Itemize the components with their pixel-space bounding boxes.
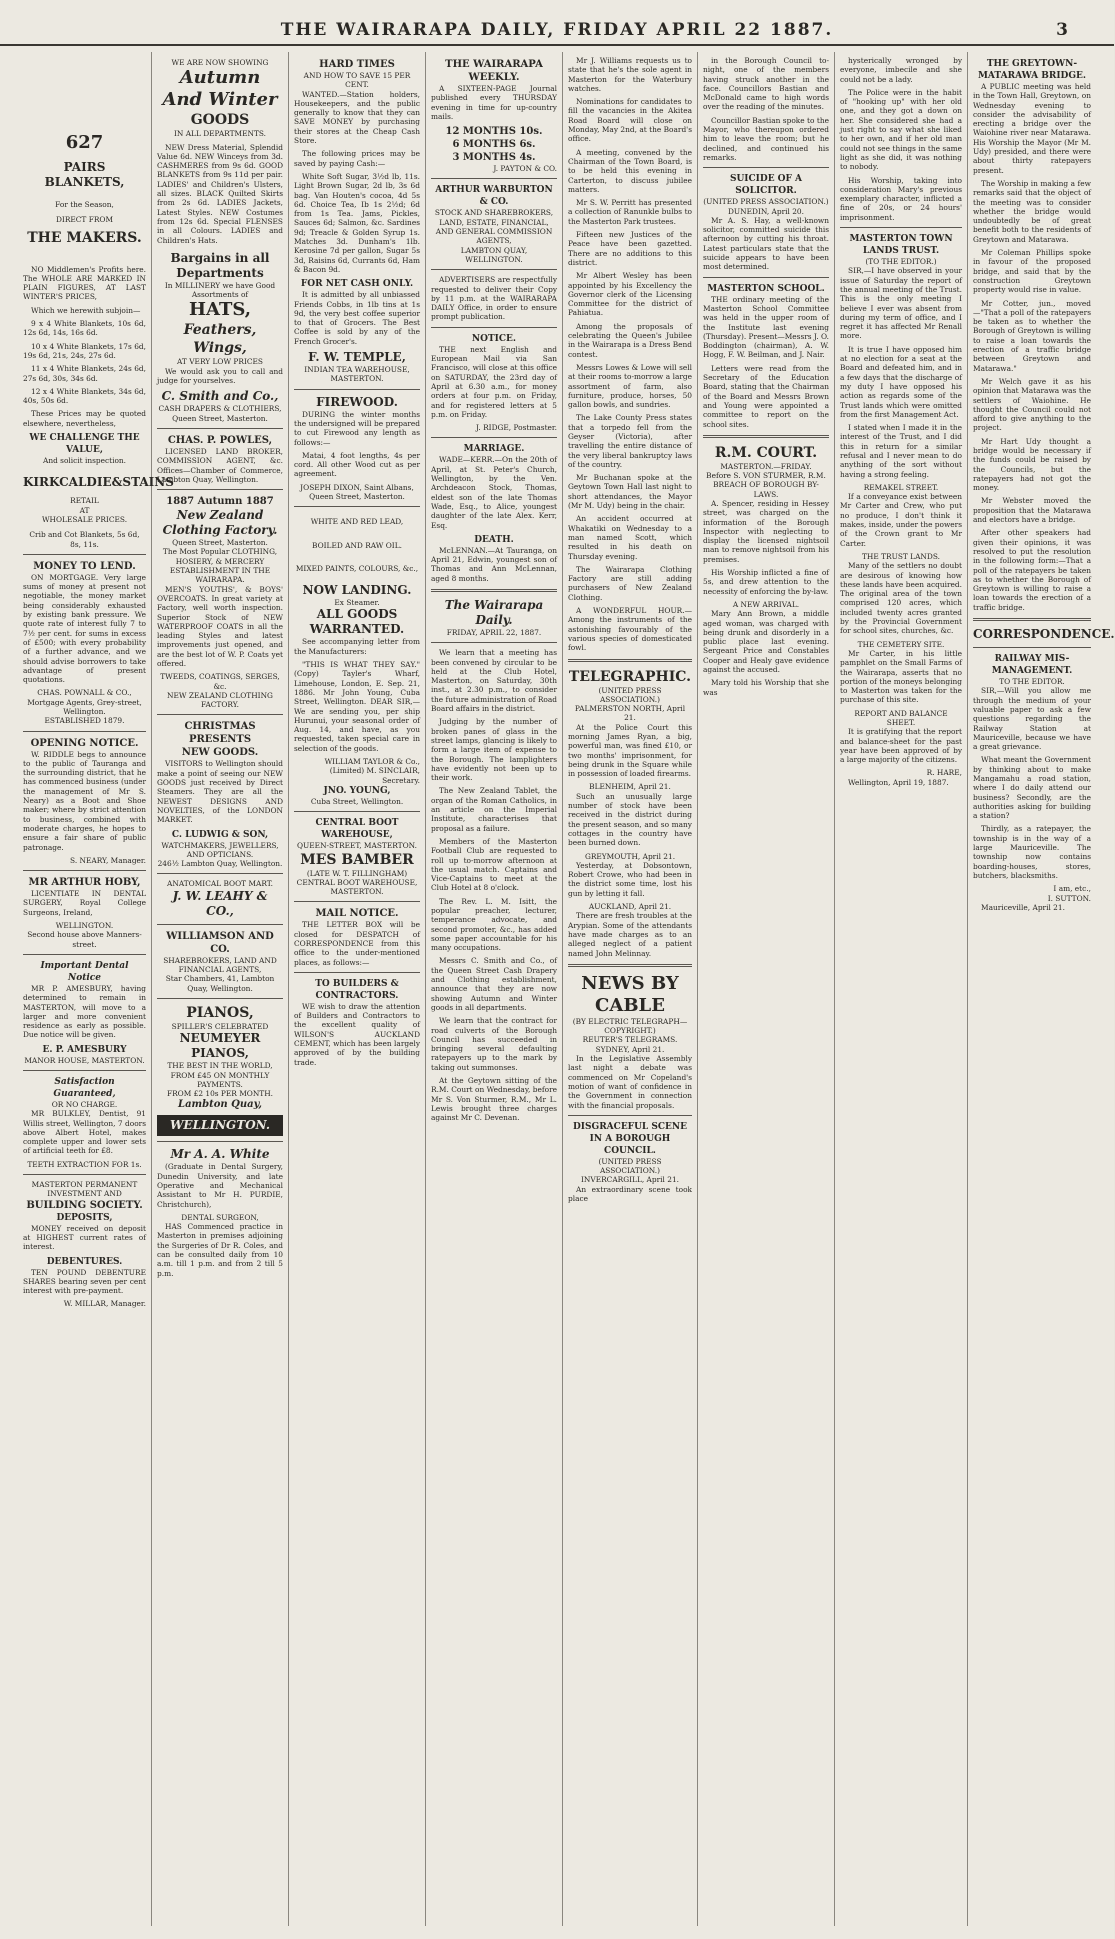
deposits-body: MONEY received on deposit at HIGHEST current rates of interest. — [23, 1223, 146, 1252]
school-body-2: Letters were read from the Secretary of the Education Board, stating that the Chairman of the Board and Messrs Brown and Young were appointed a committee to report on the school sites. — [703, 363, 829, 429]
palmerston-body: At the Police Court this morning James Ryan, a big, powerful man, was fined £10, or two months' imprisonment, for being drunk in the Square while in possession of loaded firearms. — [568, 722, 692, 779]
death-body: McLENNAN.—At Tauranga, on April 21, Edwin, youngest son of Thomas and Ann McLennan, aged 8 months. — [431, 545, 557, 583]
local-news-6: Messrs C. Smith and Co., of the Queen Street Cash Drapery and Clothing establishment, announce that they are now showing Autumn and Winter goods in all departments. — [431, 956, 557, 1012]
weekly-3m: 3 MONTHS 4s. — [452, 152, 536, 164]
railway-sign: I am, etc., — [1053, 884, 1091, 894]
trust-body-3: I stated when I made it in the interest of the Trust, and I did this in return for a similar refusal and I never mean to do anything of the sort without having a strong feeling. — [840, 423, 962, 479]
daily-title: The Wairarapa Daily. — [444, 597, 544, 627]
reserve-body: If a conveyance exist between Mr Carter and Crew, who put no produce, I don't think it makes, inside, under the powers of the Crown grant to Mr Carter. — [840, 492, 963, 548]
ludwig-heading: C. LUDWIG & SON, — [171, 829, 269, 840]
nz-clothing: New Zealand — [176, 508, 264, 523]
dateline-greymouth: GREYMOUTH, April 21. — [584, 851, 676, 861]
trust-sign-place: Wellington, April 19, 1887. — [848, 777, 949, 787]
divider — [431, 327, 557, 328]
indian-tea: INDIAN TEA WAREHOUSE, — [304, 365, 410, 375]
temple-heading: F. W. TEMPLE, — [308, 350, 406, 365]
news-item-10: Mr Buchanan spoke at the Geytown Town Hall last night to short attendances, the Mayor (Mr M. Udy) being in the chair. — [568, 473, 692, 511]
wanted-body: WANTED.—Station holders, Housekeepers, and the public generally to know that they can SAVE MONEY by purchasing their stores at the Cheap Cash Store. — [294, 89, 420, 146]
council-body-1: in the Borough Council to-night, one of the members having struck another in the face. Councillors Bastian and McDonald came to high words over the reading of the minutes. — [703, 56, 829, 112]
cuba-street: Cuba Street, Wellington. — [310, 796, 404, 806]
dental-surgeon: DENTAL SURGEON, — [181, 1212, 259, 1222]
local-news-1: We learn that a meeting has been convened by circular to be held at the Club Hotel, Masterton, on Saturday, 30th inst., at 2.30 p.m., to consider the future administration of Road Board affairs in the district. — [431, 648, 557, 714]
blankets-quoted: These Prices may be quoted elsewhere, nevertheless, — [23, 409, 146, 428]
powles-heading: CHAS. P. POWLES, — [167, 434, 273, 446]
trust-sign: R. HARE, — [926, 768, 962, 778]
sydney-body: In the Legislative Assembly last night a debate was commenced on Mr Copeland's motion of want of confidence in the Government in connection with the financial proposals. — [568, 1054, 692, 1110]
blanket-price-2: 10 x 4 White Blankets, 17s 6d, 19s 6d, 21s, 24s, 27s 6d. — [23, 341, 146, 360]
arrival-body: Mary Ann Brown, a middle aged woman, was charged with being drunk and disorderly in a public place last evening. Sergeant Price and Constables Cooper and Healy gave evidence against the accused. — [703, 609, 829, 675]
greymouth-body: Yesterday, at Dobsontown, Robert Crowe, who had been in the district some time, lost his gun by letting it fall. — [568, 860, 692, 898]
blanket-price-4: 12 x 4 White Blankets, 34s 6d, 40s, 50s 6d. — [23, 386, 146, 406]
divider — [157, 873, 283, 874]
railway-sign-name: I. SUTTON. — [1047, 893, 1091, 903]
divider — [840, 227, 962, 228]
column-3 — [289, 52, 426, 1926]
piano-from-price: FROM £45 ON MONTHLY PAYMENTS. — [170, 1070, 270, 1089]
rm-body: A. Spencer, residing in Hessey street, was charged on the information of the Borough Inspector with neglecting to display the licensed nightsoil man to remove nightsoil from his premises. — [703, 498, 829, 564]
divider — [157, 714, 283, 715]
bridge-body-1: A PUBLIC meeting was held in the Town Hall, Greytown, on Wednesday evening to consider the advisability of erecting a bridge over the Waiohine river near Matarawa. His Worship the Mayor (Mr M. Udy) presided, and there were about thirty ratepayers present. — [973, 82, 1091, 175]
divider — [23, 1070, 146, 1071]
builders-body: WE wish to draw the attention of Builders and Contractors to the excellent quality of WILSON'S AUCKLAND CEMENT, which has been largely approved of by the building trade. — [294, 1001, 420, 1067]
local-news-7: We learn that the contract for road culverts of the Borough Council has succeeded in bringing several defaulting ratepayers up to the mark by taking out summonses. — [431, 1016, 557, 1072]
mail-notice: MAIL NOTICE. — [315, 908, 399, 920]
firewood-price: Matai, 4 foot lengths, 4s per cord. All other Wood cut as per agreement. — [294, 450, 420, 479]
feathers-heading: Feathers, — [183, 322, 257, 339]
divider — [294, 389, 420, 390]
notice-body: THE next English and European Mail via San Francisco, will close at this office on SATURDAY, the 23rd day of April at 6.30 a.m., for money orders at four p.m. on Friday, and for registered letters at 5 p.m. on Friday. — [431, 344, 557, 419]
bamber-heading: MES BAMBER — [300, 851, 414, 868]
dateline-dunedin: DUNEDIN, April 20. — [728, 206, 804, 216]
autumn-1887: 1887 Autumn 1887 — [166, 496, 274, 508]
cable-sub: (BY ELECTRIC TELEGRAPH—COPYRIGHT.) — [572, 1016, 688, 1036]
divider — [703, 167, 829, 168]
balance-body: It is gratifying that the report and balance-sheet for the past year have been approved of by a large majority of the citizens. — [840, 727, 962, 765]
central-boot: CENTRAL BOOT WAREHOUSE, — [315, 818, 399, 841]
the-makers-heading: THE MAKERS. — [27, 229, 142, 246]
divider — [294, 901, 420, 902]
page-number: 3 — [1056, 20, 1068, 40]
divider — [431, 589, 557, 592]
all-goods-warranted: ALL GOODS WARRANTED. — [309, 607, 405, 637]
dateline-invercargill: INVERCARGILL, April 21. — [580, 1175, 679, 1185]
divider — [294, 506, 420, 507]
debentures-heading: DEBENTURES. — [46, 1256, 123, 1267]
nz-body: MEN'S YOUTHS', & BOYS' OVERCOATS. In great variety at Factory, well worth inspection. Superior Stock of NEW WATERPROOF COATS in all the leading Styles and latest improvements just opened, and are the best lot of W. P. Coats yet offered. — [157, 584, 283, 668]
white-red-lead: WHITE AND RED LEAD, — [310, 517, 404, 527]
mps-heading: MASTERTON PERMANENT INVESTMENT AND — [31, 1180, 138, 1199]
divider — [431, 269, 557, 270]
news-item-12: The Wairarapa Clothing Factory are still adding purchasers of New Zealand Clothing. — [568, 564, 692, 602]
wellington-banner: WELLINGTON. — [157, 1115, 283, 1136]
rm-body-2: His Worship inflicted a fine of 5s, and drew attention to the necessity of enforcing the by-law. — [703, 568, 829, 596]
news-item-1: Mr J. Williams requests us to state that he's the sole agent in Masterton for the Waterbury watches. — [568, 56, 692, 93]
telegraphic-assoc: (UNITED PRESS ASSOCIATION.) — [598, 685, 662, 704]
retail: RETAIL — [70, 496, 99, 506]
powles-body: LICENSED LAND BROKER, COMMISSION AGENT, &c. Offices—Chamber of Commerce, Lambton Quay, Wellington. — [157, 446, 283, 484]
warburton-heading: ARTHUR WARBURTON & CO. — [435, 185, 553, 208]
bridge-body-7: Mr Webster moved the proposition that the Matarawa and electors have a bridge. — [973, 496, 1091, 525]
divider — [23, 554, 146, 555]
white-body: (Graduate in Dental Surgery, Dunedin University, and late Operative and Mechanical Assistant to Mr H. PURDIE, Christchurch), — [157, 1162, 283, 1209]
lands-heading: THE TRUST LANDS. — [862, 551, 940, 561]
divider — [157, 998, 283, 999]
and-winter-heading: And Winter — [162, 89, 278, 111]
boiled-oil: BOILED AND RAW OIL. — [312, 540, 402, 550]
net-cash: FOR NET CASH ONLY. — [300, 279, 414, 290]
no-charge: OR NO CHARGE. — [51, 1100, 118, 1109]
column-2 — [152, 52, 289, 1926]
anatomical-boot-mart: ANATOMICAL BOOT MART. — [167, 879, 273, 889]
money-to-lend-sign: CHAS. POWNALL & CO., Mortgage Agents, Grey-street, Wellington. — [27, 688, 142, 716]
direct-from: DIRECT FROM — [55, 215, 114, 225]
dental-address: MANOR HOUSE, MASTERTON. — [24, 1055, 145, 1065]
court-cont-2: The Police were in the habit of "hooking up" with her old one, and they got a down on her. She considered she had a just right to say what she liked to her own, and if her old man could not see things in the same light as she did, it was nothing to nobody. — [840, 87, 962, 172]
blenheim-body: Such an unusually large number of stock have been received in the district during the present season, and so many cottages in the country have been burned down. — [568, 791, 692, 848]
court-cont-1: hysterically wronged by everyone, imbecile and she could not be a lady. — [840, 56, 962, 84]
cemetery-body: Mr Carter, in his little pamphlet on the Small Farms of the Wairarapa, asserts that no portion of the moneys belonging to Masterton was taken for the purchase of this site. — [840, 648, 962, 705]
news-item-6: Mr Albert Wesley has been appointed by his Excellency the Governor clerk of the Licensing Committee for the district of Pahiatua. — [568, 271, 692, 318]
ex-steamer: Ex Steamer. — [334, 598, 380, 608]
low-prices: AT VERY LOW PRICES — [177, 357, 263, 367]
leahy-heading: J. W. LEAHY & CO., — [172, 888, 268, 918]
white-note: HAS Commenced practice in Masterton in premises adjoining the Surgeries of Dr R. Coles, and can be consulted daily from 10 a.m. till 1 p.m. and from 2 till 5 p.m. — [157, 1222, 283, 1278]
trust-body-2: It is true I have opposed him at no election for a seat at the Board and defeated him, and in a few days that the discharge of my duty I have opposed his action as regards some of the Trust lands which were omitted from the first Management Act. — [840, 344, 962, 419]
goods-heading: GOODS — [190, 112, 250, 129]
see-letter: See accompanying letter from the Manufacturers: — [294, 637, 420, 656]
opening-notice-sign: S. NEARY, Manager. — [70, 855, 146, 865]
bridge-body-8: After other speakers had given their opinions, it was resolved to put the resolution in the following form:—That a poll of the ratepayers be taken as to whether the Borough of Greytown is willing to raise a loan towards the erection of a traffic bridge. — [973, 528, 1091, 612]
local-news-8: At the Geytown sitting of the R.M. Court on Wednesday, before Mr S. Von Sturmer, R.M., Mr L. Lewis brought three charges against Mr C. Devenan. — [431, 1076, 557, 1123]
visitors-body: VISITORS to Wellington should make a point of seeing our NEW GOODS just received by Direct Steamers. They are all the NEWEST DESIGNS AND NOVELTIES, of the LONDON MARKET. — [157, 759, 283, 825]
divider — [973, 647, 1091, 648]
opening-notice-heading: OPENING NOTICE. — [30, 737, 139, 749]
divider — [568, 1115, 692, 1116]
smith-heading: C. Smith and Co., — [161, 389, 279, 404]
wings-heading: Wings, — [193, 340, 247, 357]
auckland-body: There are fresh troubles at the Arypian. Some of the attendants have made charges as to an alleged neglect of a patient named John Melinnay. — [568, 911, 692, 958]
daily-date: FRIDAY, APRIL 22, 1887. — [446, 627, 542, 637]
reuters: REUTER'S TELEGRAMS. — [582, 1035, 678, 1045]
marriage-body: WADE—KERR.—On the 20th of April, at St. Peter's Church, Wellington, by the Ven. Archdeacon Stock, Thomas, eldest son of the late Thomas Wade, Esq., to Alice, youngest daughter of the late Alex. Kerr, Esq. — [431, 455, 557, 530]
divider — [294, 811, 420, 812]
smith-address: Queen Street, Masterton. — [172, 413, 268, 423]
lambton-quay: Lambton Quay, — [178, 1099, 262, 1111]
ad-number: 627 — [65, 132, 104, 153]
pairs-blankets-heading: PAIRS BLANKETS, — [44, 160, 125, 189]
teeth-extraction: TEETH EXTRACTION FOR 1s. — [27, 1159, 142, 1169]
column-7 — [835, 52, 968, 1926]
school-body: THE ordinary meeting of the Masterton School Committee was held in the upper room of the Institute last evening (Thursday). Present—Messrs J. O. Boddington (chairman), A. W. Hogg, F. W. Beilman, and J. Nair. — [703, 294, 829, 360]
firewood-body: DURING the winter months the undersigned will be prepared to cut Firewood any length as follows:— — [294, 409, 420, 447]
dateline-auckland: AUCKLAND, April 21. — [588, 902, 672, 912]
news-item-8: Messrs Lowes & Lowe will sell at their rooms to-morrow a large assortment of farm, also furniture, produce, horses, 50 gallon bowls, and sundries. — [568, 362, 692, 410]
column-5 — [563, 52, 698, 1926]
column-6 — [698, 52, 835, 1926]
temple-masterton: MASTERTON. — [330, 374, 384, 384]
news-item-3: A meeting, convened by the Chairman of the Town Board, is to be held this evening in Carterton, to discuss jubilee matters. — [568, 147, 692, 194]
columns — [18, 52, 1115, 1926]
opening-notice-body: W. RIDDLE begs to announce to the public of Tauranga and the surrounding district, that he has commenced business (under the management of Mr S. Neary) as a Boot and Shoe maker; where by strict attention to business, combined with moderate charges, he hopes to ensure a fair share of public patronage. — [23, 749, 146, 852]
news-item-9: The Lake County Press states that a torpedo fell from the Geyser (Victoria), after travelling the entire distance of the very liberal bankruptcy laws of the country. — [568, 413, 692, 469]
news-item-11: An accident occurred at Whakatiki on Wednesday to a man named Scott, which resulted in his death on Thursday evening. — [568, 514, 692, 561]
bridge-body-6: Mr Hart Udy thought a bridge would be necessary if the funds could be raised by the Councils, but the ratepayers had not got the money. — [973, 436, 1091, 493]
news-item-5: Fifteen new Justices of the Peace have been gazetted. There are no additions to this district. — [568, 230, 692, 267]
newspaper-title: THE WAIRARAPA DAILY, FRIDAY APRIL 22 1887. — [280, 20, 834, 40]
kirkcaldie-stains: KIRKCALDIE&STAINS — [23, 475, 174, 490]
ask-yourselves: We would ask you to call and judge for yourselves. — [157, 366, 283, 386]
hoby-floor: Second house above Manners-street. — [27, 930, 142, 949]
balance-heading: REPORT AND BALANCE SHEET. — [854, 708, 948, 727]
pianos-heading: PIANOS, — [186, 1004, 254, 1021]
telegraphic-heading: TELEGRAPHIC. — [568, 668, 692, 685]
crib-blankets: Crib and Cot Blankets, 5s 6d, 8s, 11s. — [29, 530, 140, 549]
local-news-5: The Rev. L. M. Isitt, the popular preacher, lecturer, temperance advocate, and second promoter, &c., has added some paper accountable for his many occupations. — [431, 896, 557, 953]
divider — [431, 437, 557, 438]
local-news-2: Judging by the number of broken panes of glass in the street lamps, glancing is likely to form a large item of expense to the Borough. The lamplighters have evidently not been up to their work. — [431, 717, 557, 783]
dental-notice-heading: Important Dental Notice — [40, 960, 129, 983]
divider — [431, 178, 557, 179]
council-body-2: Councillor Bastian spoke to the Mayor, who thereupon ordered him to leave the room; but he declined, and continued his remarks. — [703, 115, 829, 162]
railway-body-1: SIR,—Will you allow me through the medium of your valuable paper to ask a few questions regarding the Railway Station at Mauriceville, because we have a great grievance. — [973, 686, 1091, 752]
white-heading: Mr A. A. White — [170, 1147, 270, 1162]
williamson-heading: WILLIAMSON AND CO. — [166, 930, 274, 955]
bridge-body-4: Mr Cotter, jun., moved—"That a poll of the ratepayers be taken as to whether the Borough of Greytown is willing to raise a loan towards the erection of a traffic bridge between Greytown and Matarawa." — [973, 298, 1091, 373]
debentures-body: TEN POUND DEBENTURE SHARES bearing seven per cent interest with pre-payment. — [23, 1267, 146, 1296]
bulkley-body: MR BULKLEY, Dentist, 91 Willis street, Wellington, 7 doors above Albert Hotel, makes complete upper and lower sets of artificial teeth for £8. — [23, 1109, 146, 1156]
divider — [568, 659, 692, 662]
divider — [294, 972, 420, 973]
solicit-inspection: And solicit inspection. — [42, 456, 127, 466]
tweeds: TWEEDS, COATINGS, SERGES, &c. — [160, 672, 280, 691]
railway-editor: TO THE EDITOR. — [999, 677, 1065, 687]
dateline-palmerston: PALMERSTON NORTH, April 21. — [574, 704, 686, 723]
court-cont-3: His Worship, taking into consideration Mary's previous exemplary character, inflicted a fine of 20s, or 24 hours' imprisonment. — [840, 175, 962, 222]
marriage-heading: MARRIAGE. — [463, 444, 525, 455]
blanket-price-1: 9 x 4 White Blankets, 10s 6d, 12s 6d, 14s, 16s 6d. — [23, 319, 146, 338]
column-1 — [18, 52, 174, 1926]
money-to-lend-heading: MONEY TO LEND. — [33, 560, 136, 572]
now-showing: WE ARE NOW SHOWING — [171, 58, 269, 67]
cemetery-heading: THE CEMETERY SITE. — [857, 639, 945, 649]
all-departments: IN ALL DEPARTMENTS. — [173, 129, 267, 139]
invercargill-body: An extraordinary scene took place — [568, 1184, 692, 1203]
notice-heading: NOTICE. — [471, 333, 517, 344]
arrival-body-2: Mary told his Worship that she was — [703, 678, 829, 697]
weekly-6m: 6 MONTHS 6s. — [452, 139, 536, 151]
bridge-body-3: Mr Coleman Phillips spoke in favour of the proposed bridge, and said that by the construction Greytown property would rise in value. — [973, 248, 1091, 295]
dental-name: E. P. AMESBURY — [42, 1044, 127, 1055]
warburton-address: LAMBTON QUAY, WELLINGTON. — [460, 245, 528, 264]
divider — [703, 277, 829, 278]
wholesale-prices: WHOLESALE PRICES. — [41, 514, 128, 524]
new-goods: NEW GOODS. — [181, 747, 259, 759]
suicide-assoc: (UNITED PRESS ASSOCIATION.) — [703, 197, 829, 207]
news-item-4: Mr S. W. Perritt has presented a collection of Ranunkle bulbs to the Masterton Park trustees. — [568, 198, 692, 226]
column-4 — [426, 52, 563, 1926]
autumn-heading: Autumn — [179, 67, 261, 89]
weekly-subtitle: A SIXTEEN-PAGE Journal published every THURSDAY evening in time for up-country mails. — [431, 84, 557, 121]
railway-body-2: What meant the Government by thinking about to make Mangamahu a road station, where I do daily attend our business? Secondly, are the authorities asking for building a station? — [973, 755, 1091, 821]
divider — [703, 435, 829, 438]
bamber-sub: (LATE W. T. FILLINGHAM) CENTRAL BOOT WAREHOUSE, MASTERTON. — [296, 868, 418, 897]
hoby-address: WELLINGTON. — [55, 921, 114, 931]
divider — [23, 870, 146, 871]
trust-body-1: SIR,—I have observed in your issue of Saturday the report of the annual meeting of the Trust. This is the only meeting I believe I ever was absent from during my term of office, and I regret it has affected Mr Renall more. — [840, 266, 962, 341]
blanket-price-3: 11 x 4 White Blankets, 24s 6d, 27s 6d, 30s, 34s 6d. — [23, 364, 146, 383]
deposits-heading: DEPOSITS, — [56, 1212, 113, 1223]
divider — [23, 1174, 146, 1175]
satisfaction-heading: Satisfaction Guaranteed, — [53, 1077, 116, 1099]
williamson-address: Star Chambers, 41, Lambton Quay, Wellington. — [165, 974, 275, 993]
save-percent: AND HOW TO SAVE 15 PER CENT. — [303, 71, 411, 90]
nz-popular: The Most Popular CLOTHING, HOSIERY, & MERCERY ESTABLISHMENT IN THE WAIRARAPA. — [162, 547, 278, 585]
clothing-factory: Clothing Factory. — [162, 523, 278, 538]
warburton-sub: STOCK AND SHAREBROKERS, LAND, ESTATE, FINANCIAL, AND GENERAL COMMISSION AGENTS, — [434, 208, 554, 246]
at: AT — [79, 505, 90, 515]
divider — [23, 731, 146, 732]
debentures-sign: W. MILLAR, Manager. — [63, 1299, 146, 1309]
town-lands-heading: MASTERTON TOWN LANDS TRUST. — [849, 234, 953, 257]
divider — [431, 642, 557, 643]
divider — [157, 428, 283, 429]
blankets-intro: NO Middlemen's Profits here. The WHOLE ARE MARKED IN PLAIN FIGURES, AT LAST WINTER'S PRICES, — [23, 264, 146, 302]
cash-drapers: CASH DRAPERS & CLOTHIERS, — [158, 404, 282, 414]
news-by-cable: NEWS BY CABLE — [581, 972, 679, 1016]
news-item-7: Among the proposals of celebrating the Queen's Jubilee in the Wairarapa is a Dress Bend contest. — [568, 321, 692, 359]
weekly-sign: J. PAYTON & CO. — [493, 164, 557, 174]
column-8 — [968, 52, 1115, 1926]
railway-sign-place: Mauriceville, April 21. — [981, 902, 1065, 912]
local-news-3: The New Zealand Tablet, the organ of the Roman Catholics, in an article on the Imperial Institute, characterises that proposal as a failure. — [431, 786, 557, 833]
bridge-body-5: Mr Welch gave it as his opinion that Matarawa was the settlers of Waiohine. He thought the Council could not afford to give anything to the project. — [973, 376, 1091, 433]
money-to-lend-body: ON MORTGAGE. Very large sums of money at present not negotiable, the money market being considerably exhausted by existing bank pressure. We quote rate of interest fully 7 to 7½ per cent. for sums in excess of £500; with every probability of a further advance, and we should advise borrowers to take advantage of present quotations. — [23, 572, 146, 685]
blankets-subjoin: Which we herewith subjoin— — [31, 305, 141, 315]
railway-heading: RAILWAY MIS-MANAGEMENT. — [991, 654, 1073, 677]
railway-body-3: Thirdly, as a ratepayer, the township is in the way of a large Mauriceville. The township now contains boarding-houses, stores, butchers, blacksmiths. — [973, 824, 1091, 880]
lands-body: Many of the settlers no doubt are desirous of knowing how these lands have been acquired. The original area of the town comprised 120 acres, which included twenty acres granted by the Provincial Government for school sites, churches, &c. — [840, 561, 962, 636]
spiller: SPILLER'S CELEBRATED — [171, 1021, 269, 1031]
neumeyer-heading: NEUMEYER PIANOS, — [179, 1031, 261, 1061]
established: ESTABLISHED 1879. — [44, 716, 125, 726]
building-society: BUILDING SOCIETY. — [26, 1199, 143, 1211]
divider — [157, 924, 283, 925]
mixed-paints: MIXED PAINTS, COLOURS, &c., — [295, 563, 419, 573]
ludwig-address: 246½ Lambton Quay, Wellington. — [157, 859, 283, 869]
williamson-trade: SHAREBROKERS, LAND AND FINANCIAL AGENTS, — [163, 955, 277, 975]
rm-place: MASTERTON.—FRIDAY. — [720, 461, 812, 471]
firewood-heading: FIREWOOD. — [316, 394, 398, 409]
dateline-sydney: SYDNEY, April 21. — [595, 1044, 665, 1054]
challenge-value: WE CHALLENGE THE VALUE, — [29, 433, 140, 456]
spiller-best: THE BEST IN THE WORLD, — [167, 1061, 273, 1071]
coffee-note: It is admitted by all unbiassed Friends Cobbs, in 1lb tins at 1s 9d, the very best coffee superior to that of Grocers. The Best Coffee is sold by any of the French Grocer's. — [294, 290, 420, 346]
hats-heading: HATS, — [188, 299, 251, 321]
suicide-body: Mr A. S. Hay, a well-known solicitor, committed suicide this afternoon by cutting his throat. Latest particulars state that the suicide appears to have been most determined. — [703, 215, 829, 272]
ludwig-trade: WATCHMAKERS, JEWELLERS, AND OPTICIANS. — [161, 840, 279, 859]
nz-address: Queen Street, Masterton. — [172, 538, 268, 548]
builders-heading: TO BUILDERS & CONTRACTORS. — [315, 978, 399, 1001]
dateline-blenheim: BLENHEIM, April 21. — [589, 782, 671, 792]
divider — [157, 1141, 283, 1142]
millinery: In MILLINERY we have Good Assortments of — [164, 280, 276, 300]
queen-street: QUEEN-STREET, MASTERTON. — [297, 841, 417, 851]
death-heading: DEATH. — [474, 534, 514, 545]
notice-sign: J. RIDGE, Postmaster. — [476, 423, 557, 433]
to-the-editor: (TO THE EDITOR.) — [865, 257, 937, 267]
bridge-heading: THE GREYTOWN-MATARAWA BRIDGE. — [977, 59, 1087, 81]
mail-body: THE LETTER BOX will be closed for DESPATCH of CORRESPONDENCE from this office to the under-mentioned places, as follows:— — [294, 920, 420, 967]
news-item-2: Nominations for candidates to fill the vacancies in the Akitea Road Board will close on Monday, May 2nd, at the Board's office. — [568, 97, 692, 144]
divider — [157, 489, 283, 490]
nz-clothing-factory: NEW ZEALAND CLOTHING FACTORY. — [167, 690, 273, 710]
weekly-12m: 12 MONTHS 10s. — [445, 126, 543, 138]
letter-sign: WILLIAM TAYLOR & Co., (Limited) M. SINCLAIR, Secretary. — [324, 757, 420, 785]
prices-body: White Soft Sugar, 3½d lb, 11s. Light Brown Sugar, 2d lb, 3s 6d bag. Van Houten's cocoa, 4d 5s 6d. Choice Tea, Ib 1s 2½d; 6d from 1s Tea. Jams, Pickles, Sauces 6d; Salmon, &c. Sardines 9d; Treacle & Golden Syrup 1s. Matches 3d. Dunham's 1lb. Kerosine 7d per gallon, Sugar 5s 3d, Raisins 6d, Currants 6d, Ham & Bacon 9d. — [294, 171, 420, 274]
goods-list: NEW Dress Material, Splendid Value 6d. NEW Winceys from 3d. CASHMERES from 9s 6d. GOOD BLANKETS from 9s 11d per pair. LADIES' and Children's Ulsters, all sizes. BLACK Quilted Skirts from 2s 6d. LADIES Jackets, Latest Styles. NEW Costumes from 12s 6d. Special FLENSES in all Colours. LADIES and Children's Hats. — [157, 142, 283, 245]
rm-breach: BREACH OF BOROUGH BY-LAWS. — [713, 480, 819, 499]
correspondence-heading: CORRESPONDENCE. — [973, 627, 1115, 642]
prices-head: The following prices may be saved by paying Cash:— — [294, 149, 420, 168]
weekly-title: THE WAIRARAPA WEEKLY. — [445, 59, 543, 83]
rm-court-heading: R.M. COURT. — [714, 444, 818, 461]
manufacturer-letter: "THIS IS WHAT THEY SAY." (Copy) Tayler's Wharf, Limehouse, London, E. Sep. 21, 1886. Mr John Young, Cuba Street, Wellington. DEAR SIR,—We are sending you, per ship Hurunui, your seasonal order of Aug. 14, and have, as you requested, taken special care in selection of the goods. — [294, 660, 420, 753]
firewood-sign: JOSEPH DIXON, Saint Albans, Queen Street, Masterton. — [300, 482, 414, 501]
dental-notice-body: MR P. AMESBURY, having determined to remain in MASTERTON, will move to a larger and more convenient residence as early as possible. Due notice will be given. — [23, 983, 146, 1040]
piano-from-pay: FROM £2 10s PER MONTH. — [166, 1089, 274, 1099]
disgraceful-heading: DISGRACEFUL SCENE IN A BOROUGH COUNCIL. — [573, 1121, 687, 1156]
news-item-13: A WONDERFUL HOUR.—Among the instruments of the astonishing favourably of the various species of domesticated fowl. — [568, 606, 692, 653]
young-heading: JNO. YOUNG, — [323, 785, 391, 796]
now-landing: NOW LANDING. — [302, 583, 412, 598]
advertisers-notice: ADVERTISERS are respectfully requested to deliver their Copy by 11 p.m. at the WAIRARAPA DAILY Office, in order to ensure prompt publication. — [431, 275, 557, 322]
divider — [23, 954, 146, 955]
hoby-heading: MR ARTHUR HOBY, — [28, 877, 141, 889]
bargains-heading: Bargains in all Departments — [170, 250, 270, 280]
school-heading: MASTERTON SCHOOL. — [707, 283, 825, 294]
reserve-heading: REMAKEL STREET. — [863, 482, 939, 492]
divider — [973, 618, 1091, 621]
suicide-heading: SUICIDE OF A SOLICITOR. — [729, 174, 803, 197]
bridge-body-2: The Worship in making a few remarks said that the object of the meeting was to consider whether the bridge would undoubtedly be of great benefit both to the residents of Greytown and Matarawa. — [973, 178, 1091, 244]
hoby-body: LICENTIATE IN DENTAL SURGERY, Royal College Surgeons, Ireland, — [23, 889, 146, 917]
for-season: For the Season, — [55, 200, 114, 209]
disgraceful-assoc: (UNITED PRESS ASSOCIATION.) — [598, 1156, 662, 1176]
rm-before: Before S. VON STURMER, R.M. — [706, 471, 826, 481]
masthead — [0, 18, 1114, 46]
divider — [568, 964, 692, 967]
christmas-presents: CHRISTMAS PRESENTS — [184, 721, 256, 746]
local-news-4: Members of the Masterton Football Club are requested to roll up to-morrow afternoon at the usual match. Captains and Vice-Captains to meet at the Club Hotel at 8 o'clock. — [431, 836, 557, 893]
new-arrival: A NEW ARRIVAL. — [732, 599, 800, 609]
hard-times: HARD TIMES — [319, 59, 395, 70]
